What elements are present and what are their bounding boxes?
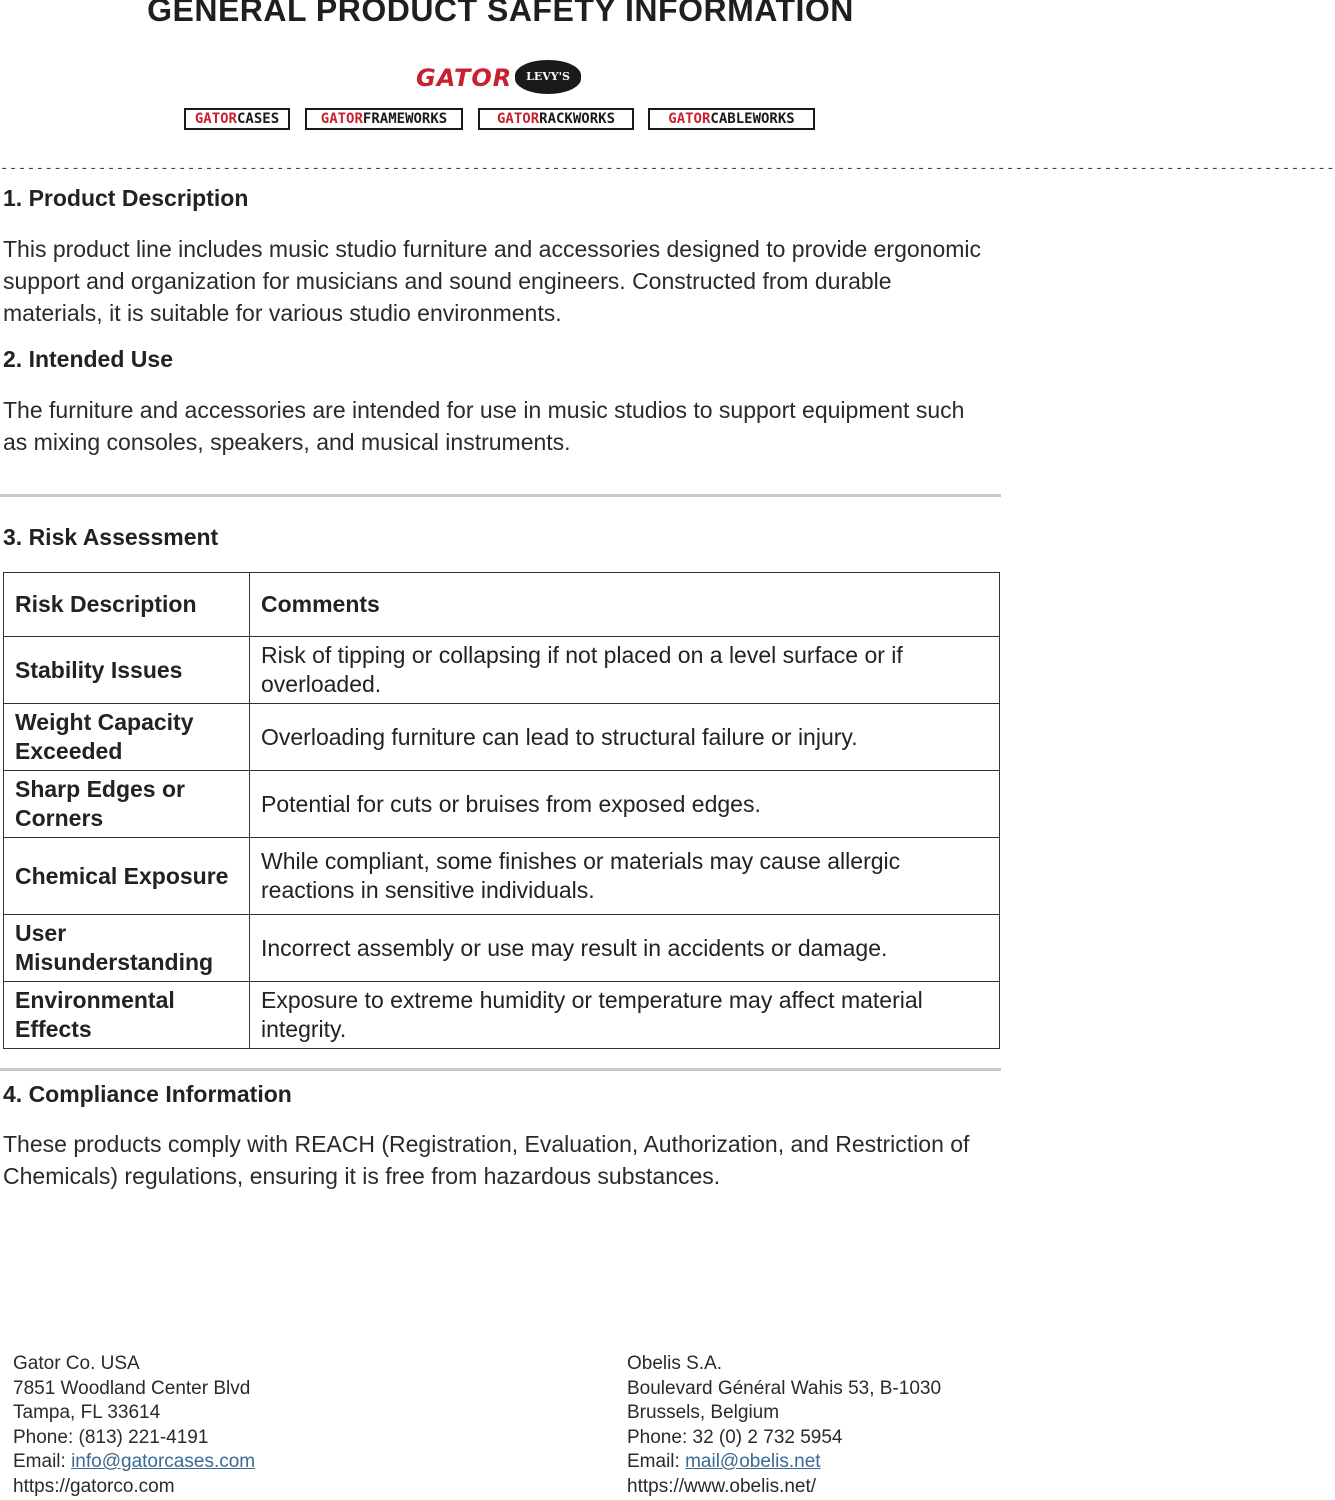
- gator-logo: GATOR: [416, 64, 513, 92]
- risk-description-cell: User Misunderstanding: [4, 915, 250, 982]
- brand-suffix: CASES: [237, 111, 280, 127]
- gatorrackworks-logo: [478, 108, 634, 130]
- footer-email-link[interactable]: mail@obelis.net: [685, 1451, 821, 1472]
- product-description-text: This product line includes music studio furniture and accessories designed to provide ergonomic support and organization for musicians and sound engineers. Constructed from durable materials, it is suitable for various studio environments.: [3, 236, 982, 326]
- footer-email-link[interactable]: info@gatorcases.com: [71, 1451, 256, 1472]
- levys-logo: LEVY'S: [515, 60, 581, 94]
- gatorcases-logo: [184, 108, 290, 130]
- table-row: [4, 771, 1000, 838]
- risk-description-cell: Weight Capacity Exceeded: [4, 704, 250, 771]
- dashed-separator: ------------------------------------------------------------------------------------------------------------------------------------------------------: [0, 161, 1335, 177]
- footer-company: Gator Co. USA: [13, 1353, 140, 1374]
- table-row: [4, 637, 1000, 704]
- footer-phone: Phone: (813) 221-4191: [13, 1426, 209, 1448]
- compliance-text: These products comply with REACH (Registration, Evaluation, Authorization, and Restriction of Chemicals) regulations, ensuring it is free from hazardous substances.: [3, 1131, 970, 1189]
- column-header-risk: Risk Description: [4, 573, 250, 637]
- comment-cell: Exposure to extreme humidity or temperature may affect material integrity.: [250, 982, 1000, 1049]
- gatorcableworks-logo: [648, 108, 815, 130]
- risk-assessment-table: [3, 572, 1000, 1049]
- section-heading-compliance: 4. Compliance Information: [3, 1081, 292, 1107]
- footer-address-line: Boulevard Général Wahis 53, B-1030: [627, 1377, 942, 1399]
- brand-suffix: FRAMEWORKS: [362, 111, 448, 127]
- brand-suffix: RACKWORKS: [539, 111, 615, 127]
- table-row: [4, 704, 1000, 771]
- footer-email-label: Email:: [13, 1451, 72, 1472]
- table-row: [4, 838, 1000, 915]
- risk-description-cell: Stability Issues: [4, 637, 250, 704]
- comment-cell: Potential for cuts or bruises from exposed edges.: [250, 771, 1000, 838]
- footer-website: https://gatorco.com: [13, 1475, 175, 1497]
- section-divider: [0, 494, 1001, 497]
- footer-address-line: Brussels, Belgium: [627, 1402, 780, 1423]
- table-row: [4, 982, 1000, 1049]
- footer-address-line: Tampa, FL 33614: [13, 1402, 161, 1423]
- section-heading-risk-assessment: 3. Risk Assessment: [3, 524, 219, 550]
- footer-company: Obelis S.A.: [627, 1353, 723, 1374]
- risk-description-cell: Chemical Exposure: [4, 838, 250, 915]
- footer-address-usa: [13, 1352, 255, 1499]
- brand-logo-row: [0, 108, 1001, 132]
- section-heading-product-description: 1. Product Description: [3, 185, 249, 211]
- footer-phone: Phone: 32 (0) 2 732 5954: [627, 1426, 843, 1448]
- comment-cell: Risk of tipping or collapsing if not placed on a level surface or if overloaded.: [250, 637, 1000, 704]
- footer-email-label: Email:: [627, 1451, 686, 1472]
- comment-cell: Incorrect assembly or use may result in accidents or damage.: [250, 915, 1000, 982]
- risk-description-cell: Environmental Effects: [4, 982, 250, 1049]
- column-header-comments: Comments: [250, 573, 1000, 637]
- footer-email-line: [627, 1450, 941, 1475]
- footer-address-eu: [627, 1352, 941, 1499]
- brand-prefix: GATOR: [194, 111, 237, 127]
- footer-address-line: 7851 Woodland Center Blvd: [13, 1377, 251, 1399]
- section-divider: [0, 1068, 1001, 1071]
- page-title: GENERAL PRODUCT SAFETY INFORMATION: [147, 0, 854, 28]
- comment-cell: While compliant, some finishes or materials may cause allergic reactions in sensitive individuals.: [250, 838, 1000, 915]
- risk-description-cell: Sharp Edges or Corners: [4, 771, 250, 838]
- table-row: [4, 915, 1000, 982]
- section-heading-intended-use: 2. Intended Use: [3, 346, 173, 372]
- logo-row: [0, 58, 1001, 98]
- intended-use-text: The furniture and accessories are intended for use in music studios to support equipment such as mixing consoles, speakers, and musical instruments.: [3, 397, 965, 455]
- table-header-row: [4, 573, 1000, 637]
- brand-prefix: GATOR: [496, 111, 540, 127]
- comment-cell: Overloading furniture can lead to structural failure or injury.: [250, 704, 1000, 771]
- brand-suffix: CABLEWORKS: [710, 111, 795, 127]
- brand-prefix: GATOR: [668, 111, 711, 127]
- brand-prefix: GATOR: [320, 111, 363, 127]
- gatorframeworks-logo: [305, 108, 463, 130]
- footer-website: https://www.obelis.net/: [627, 1475, 817, 1497]
- footer-email-line: [13, 1450, 255, 1475]
